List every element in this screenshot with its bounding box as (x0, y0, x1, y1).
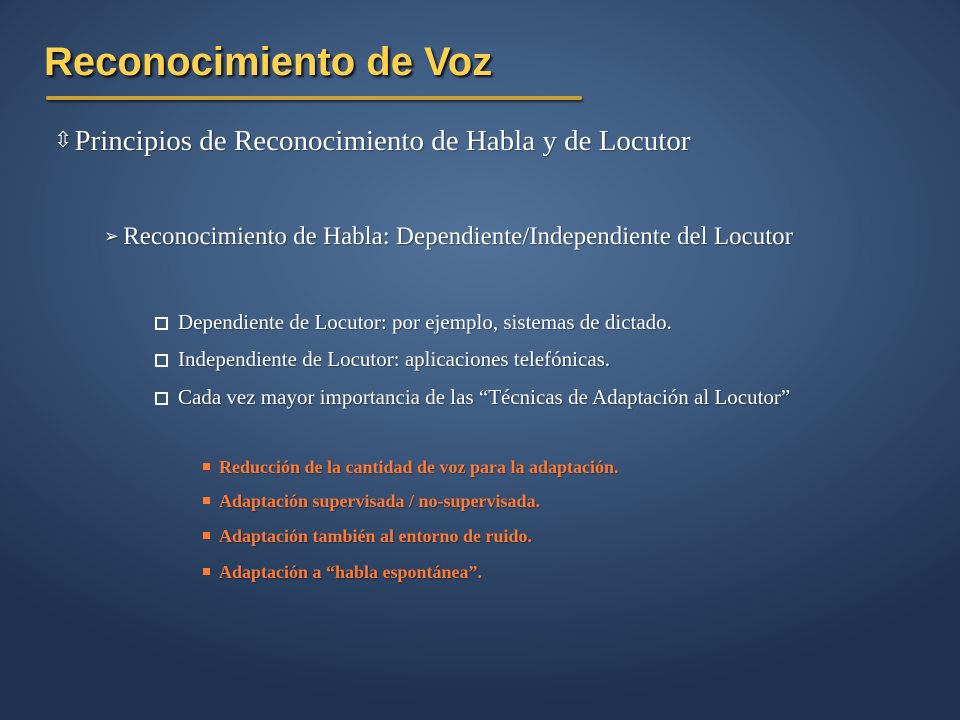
bullet-level4-item (203, 525, 532, 547)
bullet-level1 (54, 125, 691, 158)
square-bullet-icon (203, 463, 210, 470)
checkbox-bullet-icon (155, 392, 168, 405)
bullet-level4-text: Adaptación supervisada / no-supervisada. (219, 491, 541, 511)
bullet-level4-item (203, 456, 619, 478)
slide-title: Reconocimiento de Voz (44, 40, 493, 84)
triangle-bullet-icon: ➢ (104, 226, 120, 247)
bullet-level4-item (203, 561, 482, 583)
square-bullet-icon (203, 497, 210, 504)
bullet-level3-text: Independiente de Locutor: aplicaciones telefónicas. (178, 347, 611, 371)
bullet-level4-text: Adaptación a “habla espontánea”. (219, 562, 483, 582)
bullet-level4-item (203, 490, 540, 512)
title-underline (46, 96, 582, 100)
bullet-level3-text: Cada vez mayor importancia de las “Técnicas de Adaptación al Locutor” (178, 385, 791, 409)
bullet-level4-text: Adaptación también al entorno de ruido. (219, 526, 533, 546)
bullet-level1-text: Principios de Reconocimiento de Habla y de Locutor (74, 125, 691, 157)
square-bullet-icon (203, 532, 210, 539)
bullet-level4-text: Reducción de la cantidad de voz para la adaptación. (219, 457, 619, 477)
bullet-level2-text: Reconocimiento de Habla: Dependiente/Independiente del Locutor (123, 223, 793, 250)
bullet-level3-item (155, 384, 915, 411)
checkbox-bullet-icon (155, 317, 168, 330)
bullet-level2 (104, 220, 904, 254)
bullet-level3-item (155, 346, 610, 373)
hollow-arrow-icon: ⇳ (54, 128, 73, 153)
checkbox-bullet-icon (155, 354, 168, 367)
bullet-level3-item (155, 309, 672, 336)
bullet-level3-text: Dependiente de Locutor: por ejemplo, sistemas de dictado. (178, 310, 672, 334)
square-bullet-icon (203, 568, 210, 575)
